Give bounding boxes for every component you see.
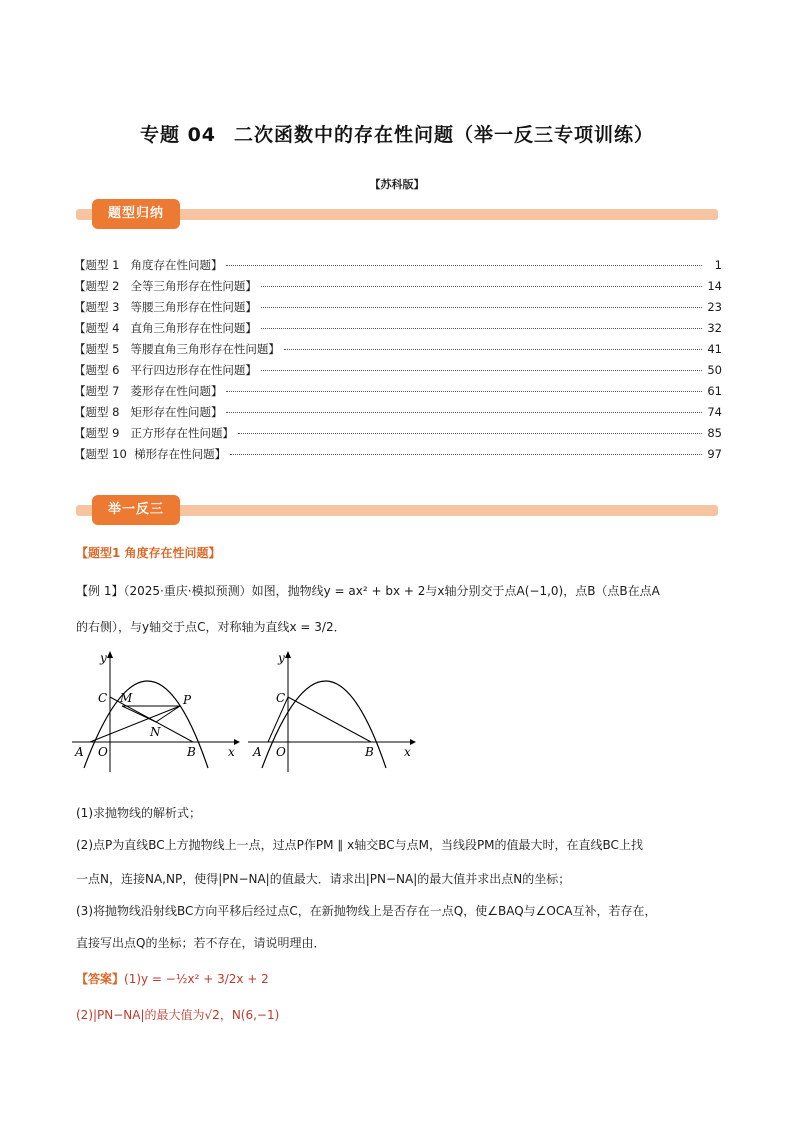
toc-entry-label: 【题型 4 直角三角形存在性问题】 xyxy=(74,321,257,335)
toc-leader-dots xyxy=(238,432,702,434)
toc-entry-page: 41 xyxy=(707,342,722,356)
toc-entry-label: 【题型 9 正方形存在性问题】 xyxy=(74,426,234,440)
toc-entry-label: 【题型 6 平行四边形存在性问题】 xyxy=(74,363,257,377)
y-axis-arrow xyxy=(285,651,291,658)
toc-leader-dots xyxy=(261,306,702,308)
toc-entry[interactable] xyxy=(74,341,722,362)
toc-leader-dots xyxy=(226,411,702,413)
label-b: B xyxy=(365,745,374,759)
label-x: x xyxy=(404,745,411,759)
label-a: A xyxy=(253,745,262,759)
toc-entry[interactable] xyxy=(74,278,722,299)
question-1: (1)求抛物线的解析式； xyxy=(76,806,201,820)
toc-entry-label: 【题型 7 菱形存在性问题】 xyxy=(74,384,223,398)
table-of-contents xyxy=(74,257,722,467)
label-c: C xyxy=(276,691,286,705)
toc-entry-page: 50 xyxy=(707,363,722,377)
label-c: C xyxy=(98,691,108,705)
toc-entry[interactable] xyxy=(74,425,722,446)
toc-leader-dots xyxy=(261,327,702,329)
title-main: 二次函数中的存在性问题（举一反三专项训练） xyxy=(234,124,655,146)
question-3-line-1: (3)将抛物线沿射线BC方向平移后经过点C，在新抛物线上是否存在一点Q，使∠BAQ与∠OCA互补，若存在， xyxy=(76,904,657,918)
label-a: A xyxy=(75,745,84,759)
toc-leader-dots xyxy=(284,348,702,350)
toc-entry-page: 97 xyxy=(707,447,722,461)
label-x: x xyxy=(228,745,235,759)
example-line-2: 的右侧），与y轴交于点C，对称轴为直线x = 3/2． xyxy=(76,620,346,634)
label-n: N xyxy=(150,725,161,739)
question-2-line-1: (2)点P为直线BC上方抛物线上一点，过点P作PM ∥ x轴交BC与点M，当线段PM的值最大时，在直线BC上找 xyxy=(76,838,643,852)
toc-entry-page: 32 xyxy=(707,321,722,335)
type1-heading: 【题型1 角度存在性问题】 xyxy=(76,546,221,560)
segment-bc xyxy=(288,697,371,742)
toc-entry-label: 【题型 3 等腰三角形存在性问题】 xyxy=(74,300,257,314)
segment-mn xyxy=(122,706,156,722)
toc-entry-page: 14 xyxy=(707,279,722,293)
title-prefix: 专题 04 xyxy=(139,124,217,146)
toc-leader-dots xyxy=(230,453,702,455)
toc-entry[interactable] xyxy=(74,320,722,341)
toc-entry[interactable] xyxy=(74,362,722,383)
label-o: O xyxy=(98,745,108,759)
question-2-line-2: 一点N，连接NA,NP，使得|PN−NA|的值最大．请求出|PN−NA|的最大值并求出点N的坐标； xyxy=(76,872,571,886)
toc-entry-page: 61 xyxy=(707,384,722,398)
toc-entry[interactable] xyxy=(74,299,722,320)
label-p: P xyxy=(183,693,192,707)
toc-entry-page: 1 xyxy=(714,258,722,272)
example-line-1: 【例 1】（2025·重庆·模拟预测）如图，抛物线y = ax² + bx + 2与x轴分别交于点A(−1,0)，点B（点B在点A xyxy=(76,584,660,598)
toc-entry-page: 85 xyxy=(707,426,722,440)
label-o: O xyxy=(276,745,286,759)
label-y: y xyxy=(100,651,107,665)
toc-entry[interactable] xyxy=(74,383,722,404)
toc-entry-label: 【题型 5 等腰直角三角形存在性问题】 xyxy=(74,342,280,356)
toc-entry[interactable] xyxy=(74,257,722,278)
answer-label: 【答案】 xyxy=(76,972,125,986)
toc-leader-dots xyxy=(261,369,702,371)
answer-2: (2)|PN−NA|的最大值为√2，N(6,−1) xyxy=(76,1008,280,1022)
toc-entry-label: 【题型 2 全等三角形存在性问题】 xyxy=(74,279,257,293)
section-label-toc: 题型归纳 xyxy=(92,199,180,229)
answer-1 xyxy=(76,964,722,994)
toc-entry-label: 【题型 1 角度存在性问题】 xyxy=(74,258,223,272)
toc-entry-page: 74 xyxy=(707,405,722,419)
toc-entry-label: 【题型 10 梯形存在性问题】 xyxy=(74,447,227,461)
x-axis-arrow xyxy=(234,739,240,745)
toc-entry-page: 23 xyxy=(707,300,722,314)
x-axis-arrow xyxy=(410,739,416,745)
page-title xyxy=(0,120,794,147)
question-3-line-2: 直接写出点Q的坐标；若不存在，请说明理由． xyxy=(76,936,326,950)
parabola-figure-right xyxy=(248,650,418,775)
label-y: y xyxy=(278,651,285,665)
toc-leader-dots xyxy=(261,285,702,287)
toc-leader-dots xyxy=(226,264,702,266)
section-label-practice: 举一反三 xyxy=(92,495,180,525)
toc-entry-label: 【题型 8 矩形存在性问题】 xyxy=(74,405,223,419)
toc-entry[interactable] xyxy=(74,404,722,425)
parabola-figure-left xyxy=(72,650,242,775)
edition-label: 【苏科版】 xyxy=(369,178,425,191)
label-b: B xyxy=(187,745,196,759)
answer-1-text: (1)y = −½x² + 3/2x + 2 xyxy=(124,972,269,986)
toc-leader-dots xyxy=(226,390,702,392)
label-m: M xyxy=(120,691,133,705)
y-axis-arrow xyxy=(107,651,113,658)
toc-entry[interactable] xyxy=(74,446,722,467)
